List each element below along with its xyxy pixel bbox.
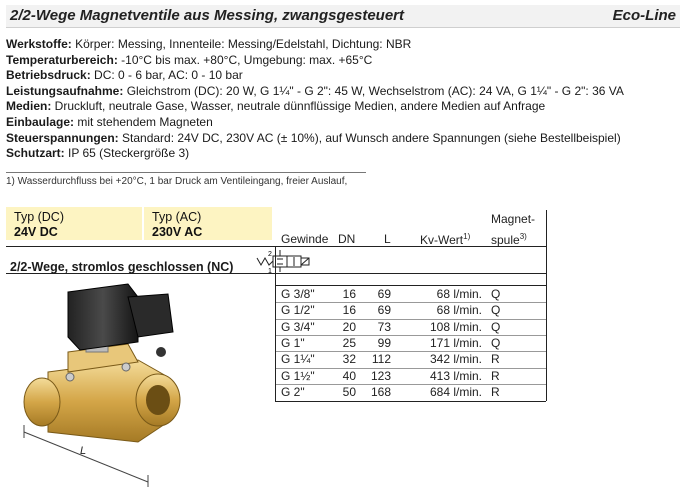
cell-dn: 20 <box>342 319 356 334</box>
col-spule-line2: spule$^{3)}$ <box>491 232 527 247</box>
table-top-rule <box>275 285 546 286</box>
row-divider <box>276 384 546 385</box>
spec-schutzart: Schutzart: IP 65 (Steckergröße 3) <box>6 146 190 161</box>
table-right-border <box>546 210 547 401</box>
header-rule <box>6 246 546 247</box>
cell-spule: Q <box>491 319 501 334</box>
valve-symbol <box>253 248 315 274</box>
cell-l: 99 <box>377 335 391 350</box>
cell-gewinde: G 3/4" <box>281 319 315 334</box>
cell-kv: 684 l/min. <box>429 384 482 399</box>
row-divider <box>276 351 546 352</box>
dimension-label-l: L <box>80 445 87 457</box>
cell-spule: R <box>491 368 500 383</box>
cell-gewinde: G 2" <box>281 384 305 399</box>
cell-l: 123 <box>370 368 391 383</box>
footnote-divider <box>6 172 366 173</box>
cell-spule: Q <box>491 303 501 318</box>
type-ac-header: Typ (AC) 230V AC <box>144 207 272 240</box>
cell-l: 73 <box>377 319 391 334</box>
product-line: Eco-Line <box>612 7 676 24</box>
cell-kv: 413 l/min. <box>429 368 482 383</box>
cell-gewinde: G 1" <box>281 335 305 350</box>
cell-dn: 25 <box>342 335 356 350</box>
cell-dn: 32 <box>342 352 356 367</box>
type-dc-header: Typ (DC) 24V DC <box>6 207 142 240</box>
col-dn: DN <box>338 232 356 246</box>
page-title: 2/2-Wege Magnetventile aus Messing, zwangsgesteuert <box>10 7 404 24</box>
cell-dn: 50 <box>342 384 356 399</box>
spec-einbaulage: Einbaulage: mit stehendem Magneten <box>6 114 213 129</box>
port-label-top: 2 <box>268 251 272 258</box>
cell-gewinde: G 1/2" <box>281 303 315 318</box>
port-label-bottom: 1 <box>268 268 272 274</box>
cell-spule: R <box>491 384 500 399</box>
col-gewinde: Gewinde <box>281 232 329 246</box>
cell-l: 69 <box>377 287 391 301</box>
cell-gewinde: G 1¼" <box>281 352 315 367</box>
cell-gewinde: G 3/8" <box>281 287 315 301</box>
spec-betriebsdruck: Betriebsdruck: DC: 0 - 6 bar, AC: 0 - 10 bar <box>6 68 243 83</box>
cell-l: 168 <box>370 384 391 399</box>
row-divider <box>276 302 546 303</box>
cell-kv: 68 l/min. <box>436 303 482 318</box>
row-divider <box>276 368 546 369</box>
valve-drawing <box>8 282 188 487</box>
cell-dn: 16 <box>342 303 356 318</box>
cell-kv: 108 l/min. <box>429 319 482 334</box>
spec-list <box>6 37 676 162</box>
row-divider <box>276 319 546 320</box>
table-bottom-rule <box>275 401 546 402</box>
cell-dn: 16 <box>342 287 356 301</box>
spec-leistung: Leistungsaufnahme: Gleichstrom (DC): 20 W, G 1¼" - G 2": 45 W, Wechselstrom (AC): 24 VA, G 1¼" - G 2": 36 VA <box>6 83 624 98</box>
col-spule-line1: Magnet- <box>491 212 536 226</box>
col-l: L <box>384 232 391 246</box>
spec-temperatur: Temperaturbereich: -10°C bis max. +80°C, Umgebung: max. +65°C <box>6 52 373 67</box>
cell-kv: 342 l/min. <box>429 352 482 367</box>
cell-spule: R <box>491 352 500 367</box>
spec-werkstoffe: Werkstoffe: Körper: Messing, Innenteile: Messing/Edelstahl, Dichtung: NBR <box>6 37 412 51</box>
spec-medien: Medien: Druckluft, neutrale Gase, Wasser, neutrale dünnflüssige Medien, andere Medien auf Anfrage <box>6 99 546 114</box>
col-kv: Kv-Wert$^{1)}$ <box>420 232 471 247</box>
cell-spule: Q <box>491 287 501 301</box>
cell-kv: 68 l/min. <box>436 287 482 301</box>
row-divider <box>276 335 546 336</box>
cell-l: 69 <box>377 303 391 318</box>
cell-l: 112 <box>371 352 391 367</box>
spec-steuerspannungen: Steuerspannungen: Standard: 24V DC, 230V AC (± 10%), auf Wunsch andere Spannungen (siehe Bestellbeispiel) <box>6 130 621 145</box>
cell-kv: 171 l/min. <box>429 335 482 350</box>
cell-gewinde: G 1½" <box>281 368 315 383</box>
cell-dn: 40 <box>342 368 356 383</box>
cell-spule: Q <box>491 335 501 350</box>
section-title-nc: 2/2-Wege, stromlos geschlossen (NC) <box>10 260 234 274</box>
header-bar <box>6 5 680 28</box>
footnote: 1) Wasserdurchfluss bei +20°C, 1 bar Druck am Ventileingang, freier Auslauf, <box>6 176 348 187</box>
